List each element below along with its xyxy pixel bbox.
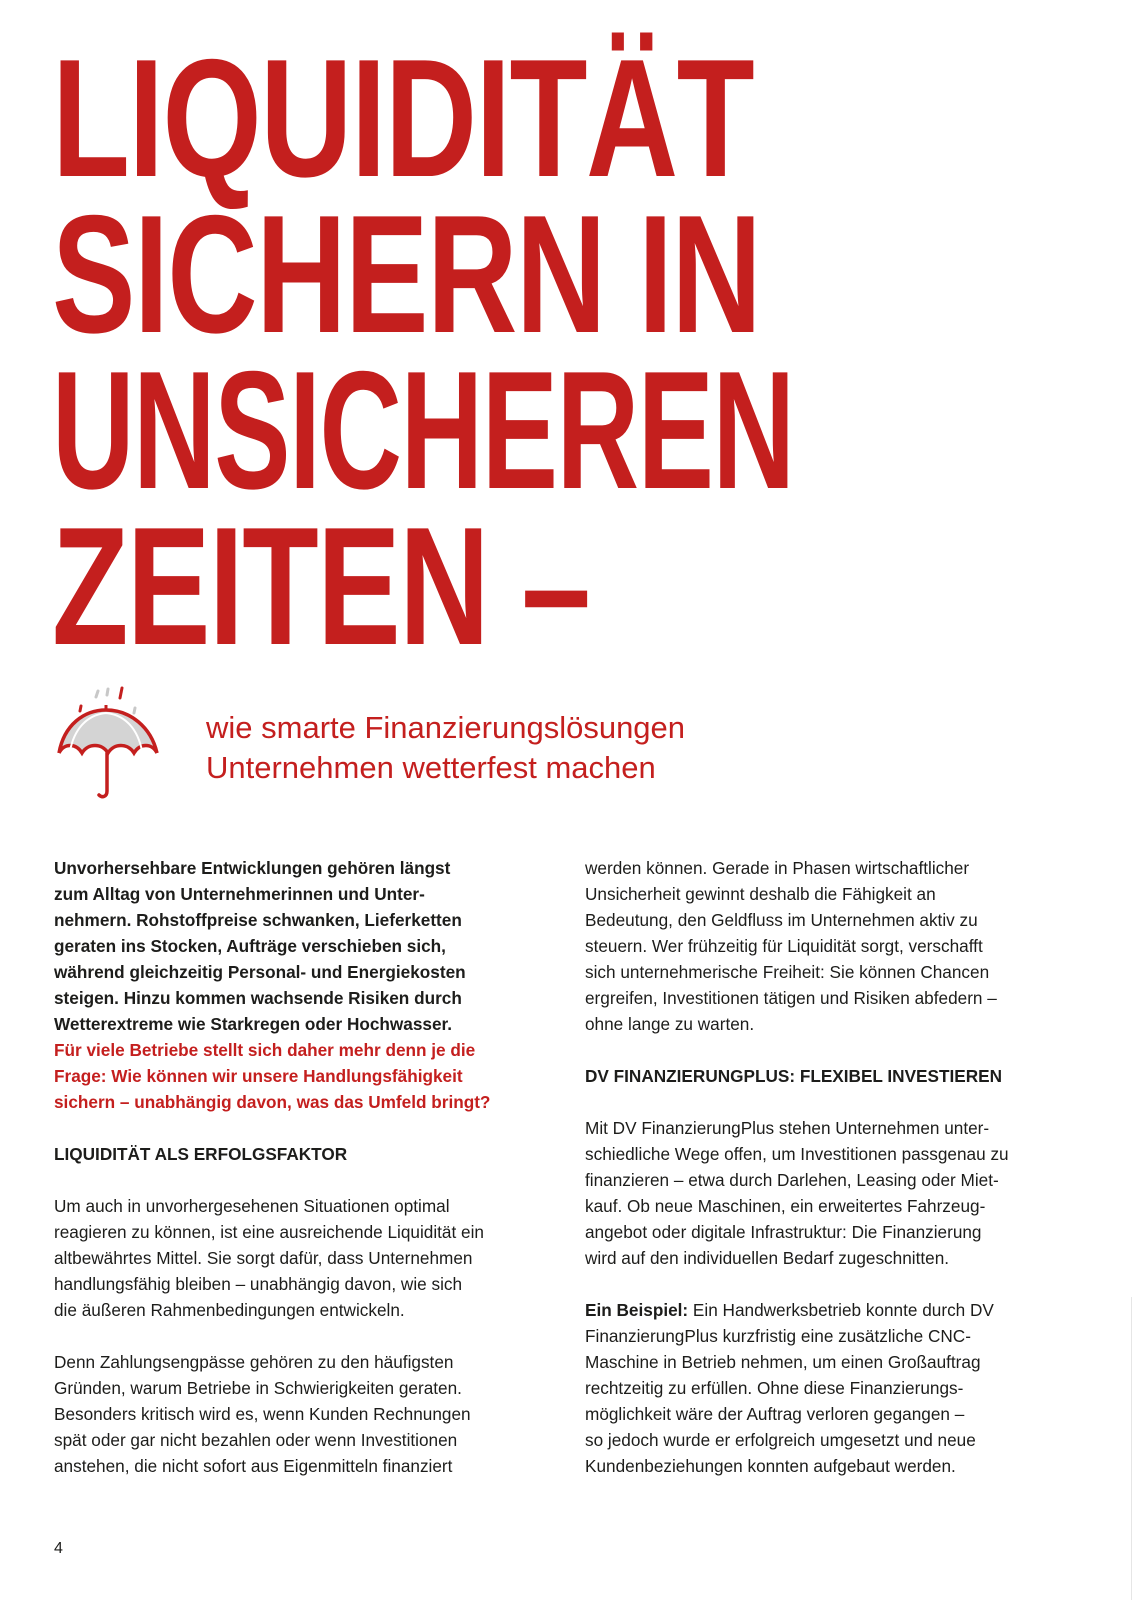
lead-line: nehmern. Rohstoffpreise schwanken, Lieferketten (54, 910, 462, 930)
text-line: steuern. Wer frühzeitig für Liquidität sorgt, verschafft (585, 936, 983, 956)
lead-line: zum Alltag von Unternehmerinnen und Unter- (54, 884, 425, 904)
text-line: handlungsfähig bleiben – unabhängig davon, wie sich (54, 1274, 463, 1294)
subtitle-line-2: Unternehmen wetterfest machen (206, 750, 656, 785)
text-line: anstehen, die nicht sofort aus Eigenmitteln finanziert (54, 1456, 453, 1476)
text-line: werden können. Gerade in Phasen wirtschaftlicher (585, 858, 970, 878)
page-number: 4 (54, 1540, 63, 1557)
text-line: Bedeutung, den Geldfluss im Unternehmen aktiv zu (585, 910, 978, 930)
text-line: möglichkeit wäre der Auftrag verloren gegangen – (585, 1404, 965, 1424)
lead-line: Wetterextreme wie Starkregen oder Hochwasser. (54, 1014, 453, 1034)
example-paragraph (585, 1297, 1065, 1479)
paragraph (54, 1193, 534, 1323)
text-line: spät oder gar nicht bezahlen oder wenn Investitionen (54, 1430, 458, 1450)
lead-highlight-line: sichern – unabhängig davon, was das Umfeld bringt? (54, 1092, 491, 1112)
lead-line: geraten ins Stocken, Aufträge verschieben sich, (54, 936, 446, 956)
text-line: Um auch in unvorhergesehenen Situationen optimal (54, 1196, 450, 1216)
text-line: altbewährtes Mittel. Sie sorgt dafür, dass Unternehmen (54, 1248, 473, 1268)
text-line: sich unternehmerische Freiheit: Sie können Chancen (585, 962, 990, 982)
headline-line-2: SICHERN IN (52, 180, 761, 368)
paragraph (585, 855, 1065, 1037)
left-column (54, 855, 534, 1505)
text-line: Maschine in Betrieb nehmen, um einen Großauftrag (585, 1352, 981, 1372)
text-line: schiedliche Wege offen, um Investitionen passgenau zu (585, 1144, 1009, 1164)
example-label: Ein Beispiel: (585, 1300, 689, 1320)
text-line (585, 1297, 1065, 1323)
text-line: ergreifen, Investitionen tätigen und Risiken abfedern – (585, 988, 997, 1008)
text-line: kauf. Ob neue Maschinen, ein erweitertes Fahrzeug- (585, 1196, 986, 1216)
text-line: die äußeren Rahmenbedingungen entwickeln. (54, 1300, 405, 1320)
text-line: Unsicherheit gewinnt deshalb die Fähigkeit an (585, 884, 936, 904)
subtitle-block (54, 685, 814, 815)
text-line: rechtzeitig zu erfüllen. Ohne diese Finanzierungs- (585, 1378, 964, 1398)
umbrella-rain-icon (54, 685, 179, 815)
text-line: ohne lange zu warten. (585, 1014, 755, 1034)
text-line: reagieren zu können, ist eine ausreichende Liquidität ein (54, 1222, 484, 1242)
lead-paragraph (54, 855, 534, 1115)
headline-line-4: ZEITEN – (52, 492, 590, 680)
right-column (585, 855, 1065, 1505)
text-line: Mit DV FinanzierungPlus stehen Unternehmen unter- (585, 1118, 990, 1138)
text-line: Denn Zahlungsengpässe gehören zu den häufigsten (54, 1352, 454, 1372)
headline (52, 24, 1132, 680)
text-line: wird auf den individuellen Bedarf zugeschnitten. (585, 1248, 950, 1268)
section-heading-finanzierungplus: DV FINANZIERUNGPLUS: FLEXIBEL INVESTIEREN (585, 1066, 1002, 1086)
text-line: so jedoch wurde er erfolgreich umgesetzt und neue (585, 1430, 976, 1450)
headline-line-1: LIQUIDITÄT (52, 24, 754, 212)
text-line: angebot oder digitale Infrastruktur: Die Finanzierung (585, 1222, 982, 1242)
text-line: finanzieren – etwa durch Darlehen, Leasing oder Miet- (585, 1170, 999, 1190)
text-line: Besonders kritisch wird es, wenn Kunden Rechnungen (54, 1404, 471, 1424)
lead-line: während gleichzeitig Personal- und Energiekosten (54, 962, 466, 982)
subtitle-line-1: wie smarte Finanzierungslösungen (206, 710, 686, 745)
paragraph (54, 1349, 534, 1479)
lead-line: Unvorhersehbare Entwicklungen gehören längst (54, 858, 451, 878)
paragraph (585, 1115, 1065, 1271)
text-line: Gründen, warum Betriebe in Schwierigkeiten geraten. (54, 1378, 462, 1398)
lead-highlight-line: Frage: Wie können wir unsere Handlungsfähigkeit (54, 1066, 463, 1086)
lead-line: steigen. Hinzu kommen wachsende Risiken durch (54, 988, 462, 1008)
subtitle (206, 708, 685, 788)
headline-line-3: UNSICHEREN (52, 336, 794, 524)
section-heading-liquiditaet: LIQUIDITÄT ALS ERFOLGSFAKTOR (54, 1144, 348, 1164)
text-line: FinanzierungPlus kurzfristig eine zusätzliche CNC- (585, 1326, 971, 1346)
example-first-line: Ein Handwerksbetrieb konnte durch DV (688, 1300, 994, 1320)
text-line: Kundenbeziehungen konnten aufgebaut werden. (585, 1456, 956, 1476)
lead-highlight-line: Für viele Betriebe stellt sich daher mehr denn je die (54, 1040, 476, 1060)
